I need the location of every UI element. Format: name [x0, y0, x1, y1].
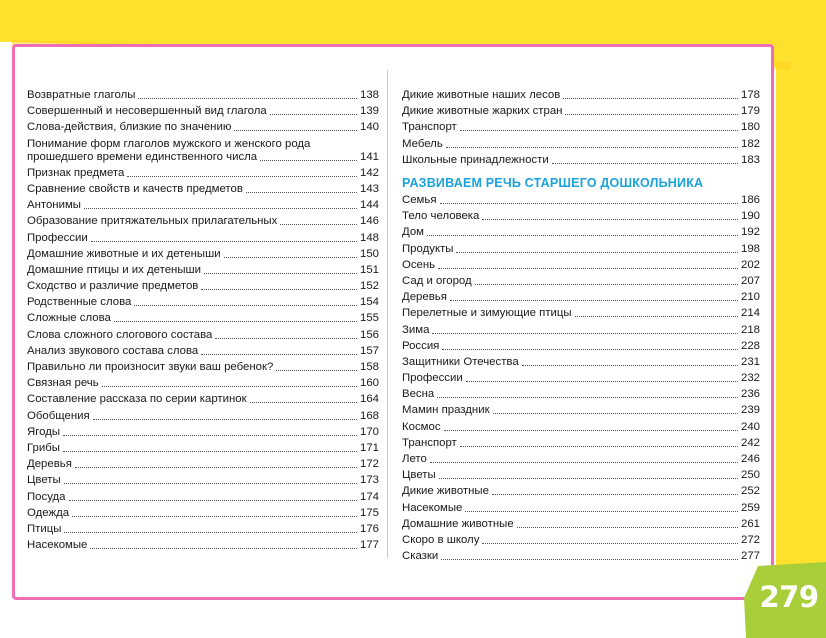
toc-entry[interactable]: Сравнение свойств и качеств предметов 143 — [27, 182, 379, 195]
toc-entry[interactable]: Антонимы 144 — [27, 199, 379, 212]
toc-entry[interactable]: Деревья 210 — [402, 291, 760, 304]
toc-entry[interactable]: Ягоды 170 — [27, 425, 379, 438]
toc-entry[interactable]: Дикие животные наших лесов 178 — [402, 89, 760, 101]
toc-entry[interactable]: Перелетные и зимующие птицы 214 — [402, 307, 760, 320]
toc-entry[interactable]: Домашние животные и их детеныши 150 — [27, 247, 379, 260]
toc-entry[interactable]: Насекомые 177 — [27, 539, 379, 552]
toc-entry-title-line1: Понимание форм глаголов мужского и женского рода — [27, 137, 311, 150]
toc-entry[interactable]: Профессии 148 — [27, 231, 379, 244]
toc-entry[interactable]: Признак предмета 142 — [27, 166, 379, 179]
toc-entry[interactable]: Семья 186 — [402, 194, 760, 206]
toc-entry[interactable]: Домашние птицы и их детеныши 151 — [27, 263, 379, 276]
section-heading: РАЗВИВАЕМ РЕЧЬ СТАРШЕГО ДОШКОЛЬНИКА — [402, 176, 704, 190]
toc-entry[interactable]: Посуда 174 — [27, 490, 379, 503]
toc-entry[interactable]: Совершенный и несовершенный вид глагола 139 — [27, 105, 379, 118]
toc-entry[interactable]: Грибы 171 — [27, 441, 379, 454]
toc-entry[interactable]: Весна 236 — [402, 388, 760, 401]
toc-entry[interactable]: Россия 228 — [402, 339, 760, 352]
toc-entry[interactable]: Транспорт 242 — [402, 436, 760, 449]
toc-entry[interactable]: Лето 246 — [402, 453, 760, 465]
toc-entry[interactable]: Домашние животные 261 — [402, 517, 760, 530]
toc-left-column — [27, 89, 379, 552]
toc-entry[interactable]: Транспорт 180 — [402, 121, 760, 134]
toc-entry[interactable]: Продукты 198 — [402, 242, 760, 255]
toc-entry[interactable]: Защитники Отечества 231 — [402, 355, 760, 368]
toc-entry[interactable]: Насекомые 259 — [402, 501, 760, 514]
toc-entry[interactable]: Связная речь 160 — [27, 377, 379, 390]
toc-entry[interactable]: Слова-действия, близкие по значению 140 — [27, 121, 379, 134]
toc-right-column-top — [402, 89, 760, 167]
toc-entry-multiline[interactable]: Понимание форм глаголов мужского и женского рода прошедшего времени единственного числа 141 — [27, 137, 379, 163]
toc-entry[interactable]: Профессии 232 — [402, 372, 760, 385]
toc-entry[interactable]: Деревья 172 — [27, 458, 379, 471]
toc-entry[interactable]: Родственные слова 154 — [27, 296, 379, 309]
page-number: 279 — [759, 580, 819, 614]
toc-entry[interactable]: Дикие животные 252 — [402, 485, 760, 498]
toc-entry[interactable]: Цветы 173 — [27, 474, 379, 487]
column-divider — [387, 70, 388, 558]
toc-entry[interactable]: Тело человека 190 — [402, 210, 760, 223]
toc-entry[interactable]: Сходство и различие предметов 152 — [27, 280, 379, 293]
toc-entry[interactable]: Мебель 182 — [402, 137, 760, 150]
toc-entry[interactable]: Космос 240 — [402, 420, 760, 433]
toc-entry[interactable]: Скоро в школу 272 — [402, 533, 760, 546]
toc-entry[interactable]: Сад и огород 207 — [402, 274, 760, 287]
toc-entry[interactable]: Птицы 176 — [27, 522, 379, 535]
toc-entry[interactable]: Образование притяжательных прилагательных 146 — [27, 215, 379, 228]
toc-entry[interactable]: Сложные слова 155 — [27, 312, 379, 325]
toc-entry[interactable]: Правильно ли произносит звуки ваш ребенок? 158 — [27, 361, 379, 373]
toc-entry[interactable]: Осень 202 — [402, 258, 760, 271]
toc-entry[interactable]: Слова сложного слогового состава 156 — [27, 328, 379, 341]
toc-right-column-bottom — [402, 194, 760, 563]
toc-entry[interactable]: Дикие животные жарких стран 179 — [402, 105, 760, 118]
toc-entry[interactable]: Школьные принадлежности 183 — [402, 153, 760, 166]
toc-entry[interactable]: Одежда 175 — [27, 506, 379, 519]
toc-entry[interactable]: Анализ звукового состава слова 157 — [27, 344, 379, 357]
toc-entry[interactable]: Сказки 277 — [402, 550, 760, 563]
toc-entry[interactable]: Мамин праздник 239 — [402, 404, 760, 417]
toc-entry[interactable]: Цветы 250 — [402, 469, 760, 482]
toc-entry[interactable]: Возвратные глаголы 138 — [27, 89, 379, 101]
toc-entry[interactable]: Обобщения 168 — [27, 409, 379, 422]
toc-entry[interactable]: Составление рассказа по серии картинок 164 — [27, 393, 379, 406]
toc-entry[interactable]: Дом 192 — [402, 226, 760, 239]
toc-entry[interactable]: Зима 218 — [402, 323, 760, 336]
